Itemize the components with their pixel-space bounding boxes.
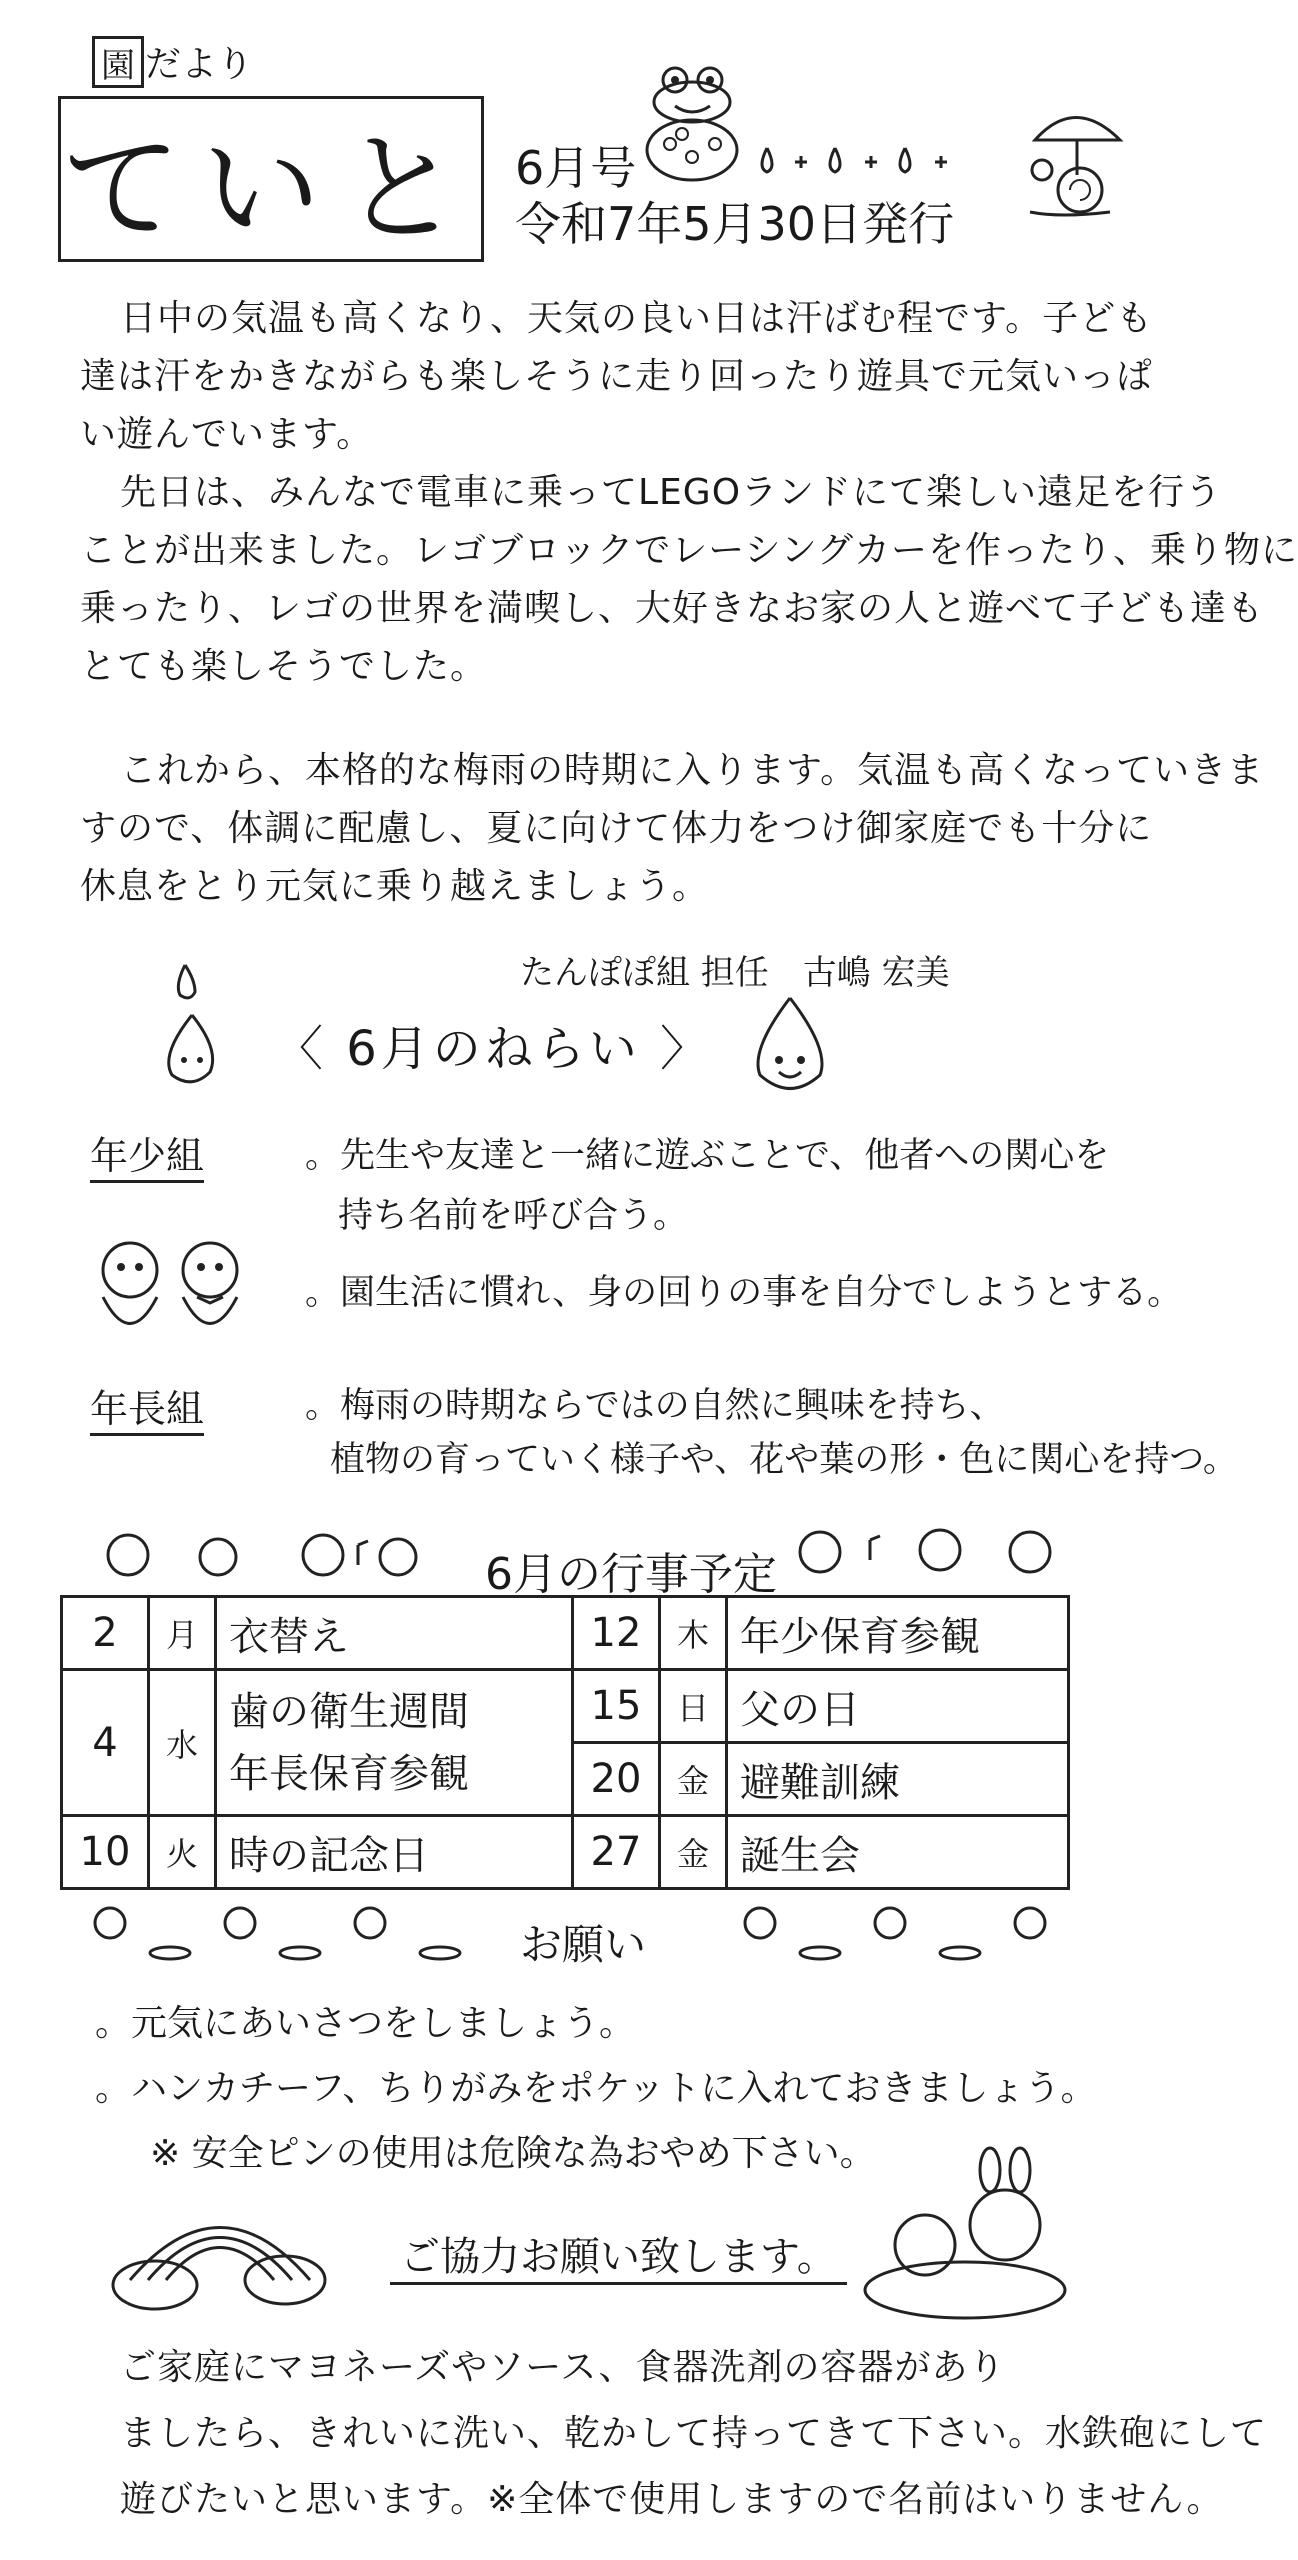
intro-line: 達は汗をかきながらも楽しそうに走り回ったり遊具で元気いっぱ: [80, 356, 1154, 397]
intro-line: 休息をとり元気に乗り越えましょう。: [80, 866, 710, 907]
events-table: [60, 1595, 1070, 1890]
coop-line: 遊びたいと思います。※全体で使用しますので名前はいりません。: [120, 2479, 1224, 2520]
group-name-nensho: 年少組: [90, 1125, 204, 1183]
event-day: 12: [573, 1597, 660, 1670]
request-item: 。元気にあいさつをしましょう。: [95, 2003, 636, 2044]
raindrops-icon: [755, 140, 1005, 180]
cooperation-text: [120, 2335, 1268, 2533]
event-day: 2: [62, 1597, 149, 1670]
intro-line: い遊んでいます。: [80, 414, 374, 455]
aims-title: 〈 6月のねらい 〉: [275, 1021, 713, 1077]
frog-hydrangea-icon: [640, 62, 750, 182]
event-name: 衣替え: [216, 1597, 573, 1670]
frogs-hydrangea-right-icon: [790, 1520, 1070, 1580]
issue-date: 令和7年5月30日発行: [515, 197, 955, 251]
coop-line: ご家庭にマヨネーズやソース、食器洗剤の容器があり: [120, 2347, 1006, 2388]
event-day: 27: [573, 1816, 660, 1889]
intro-line: 先日は、みんなで電車に乗ってLEGOランドにて楽しい遠足を行う: [120, 472, 1223, 513]
event-day: 20: [573, 1743, 660, 1816]
intro-line: 乗ったり、レゴの世界を満喫し、大好きなお家の人と遊べて子ども達も: [80, 588, 1265, 629]
event-name: 歯の衛生週間: [229, 1688, 469, 1735]
raindrop-character-icon: [150, 960, 230, 1100]
kids-rain-right-icon: [690, 1898, 1070, 1968]
teru-teru-bozu-icon: [85, 1235, 255, 1355]
snail-umbrella-icon: [1020, 100, 1130, 220]
intro-line: 日中の気温も高くなり、天気の良い日は汗ばむ程です。子ども: [120, 298, 1154, 339]
intro-paragraph-1: [80, 290, 1154, 464]
event-day: 4: [62, 1670, 149, 1816]
intro-line: とても楽しそうでした。: [80, 646, 488, 687]
event-weekday: 火: [149, 1816, 216, 1889]
intro-line: ことが出来ました。レゴブロックでレーシングカーを作ったり、乗り物に: [80, 530, 1298, 571]
coop-line: ましたら、きれいに洗い、乾かして持ってきて下さい。水鉄砲にして: [120, 2413, 1268, 2454]
group-name-nencho: 年長組: [90, 1378, 204, 1436]
table-row: [62, 1670, 1069, 1743]
requests-title: お願い: [520, 1920, 647, 1969]
aim-item: 植物の育っていく様子や、花や葉の形・色に関心を持つ。: [330, 1440, 1238, 1480]
event-name: 年長保育参観: [229, 1750, 469, 1797]
newsletter-title: ていと: [61, 120, 481, 259]
event-name-multi: [216, 1670, 573, 1816]
intro-line: これから、本格的な梅雨の時期に入ります。気温も高くなっていきま: [120, 750, 1265, 791]
event-weekday: 木: [660, 1597, 727, 1670]
rainbow-clouds-icon: [100, 2185, 340, 2315]
rabbit-bear-flowers-icon: [855, 2150, 1075, 2320]
event-name: 誕生会: [727, 1816, 1069, 1889]
en-mark-box: [92, 36, 144, 88]
title-box: [58, 96, 484, 262]
event-name: 避難訓練: [727, 1743, 1069, 1816]
newsletter-label: だより: [145, 44, 254, 85]
event-name: 時の記念日: [216, 1816, 573, 1889]
frogs-hydrangea-left-icon: [98, 1525, 428, 1585]
cooperation-title: ご協力お願い致します。: [390, 2225, 847, 2285]
event-weekday: 水: [149, 1670, 216, 1816]
issue-number: 6月号: [515, 141, 637, 195]
en-mark: 園: [101, 45, 135, 86]
event-name: 父の日: [727, 1670, 1069, 1743]
aim-item: 持ち名前を呼び合う。: [338, 1196, 689, 1236]
aim-item: 。園生活に慣れ、身の回りの事を自分でしようとする。: [305, 1273, 1183, 1313]
event-weekday: 金: [660, 1743, 727, 1816]
request-note: ※ 安全ピンの使用は危険な為おやめ下さい。: [150, 2133, 876, 2174]
event-weekday: 金: [660, 1816, 727, 1889]
table-row: [62, 1597, 1069, 1670]
event-day: 15: [573, 1670, 660, 1743]
aim-item: 。梅雨の時期ならではの自然に興味を持ち、: [305, 1386, 1005, 1426]
raindrop-smile-icon: [735, 990, 845, 1110]
table-row: [62, 1816, 1069, 1889]
intro-line: すので、体調に配慮し、夏に向けて体力をつけ御家庭でも十分に: [80, 808, 1153, 849]
event-day: 10: [62, 1816, 149, 1889]
event-weekday: 月: [149, 1597, 216, 1670]
events-title: 6月の行事予定: [485, 1549, 777, 1600]
event-weekday: 日: [660, 1670, 727, 1743]
kids-rain-left-icon: [70, 1898, 490, 1968]
intro-paragraph-2: [80, 464, 1298, 696]
event-name: 年少保育参観: [727, 1597, 1069, 1670]
teacher-signature: たんぽぽ組 担任 古嶋 宏美: [520, 953, 950, 993]
request-item: 。ハンカチーフ、ちりがみをポケットに入れておきましょう。: [95, 2068, 1097, 2109]
aim-item: 。先生や友達と一緒に遊ぶことで、他者への関心を: [305, 1136, 1110, 1176]
intro-paragraph-3: [80, 742, 1265, 916]
